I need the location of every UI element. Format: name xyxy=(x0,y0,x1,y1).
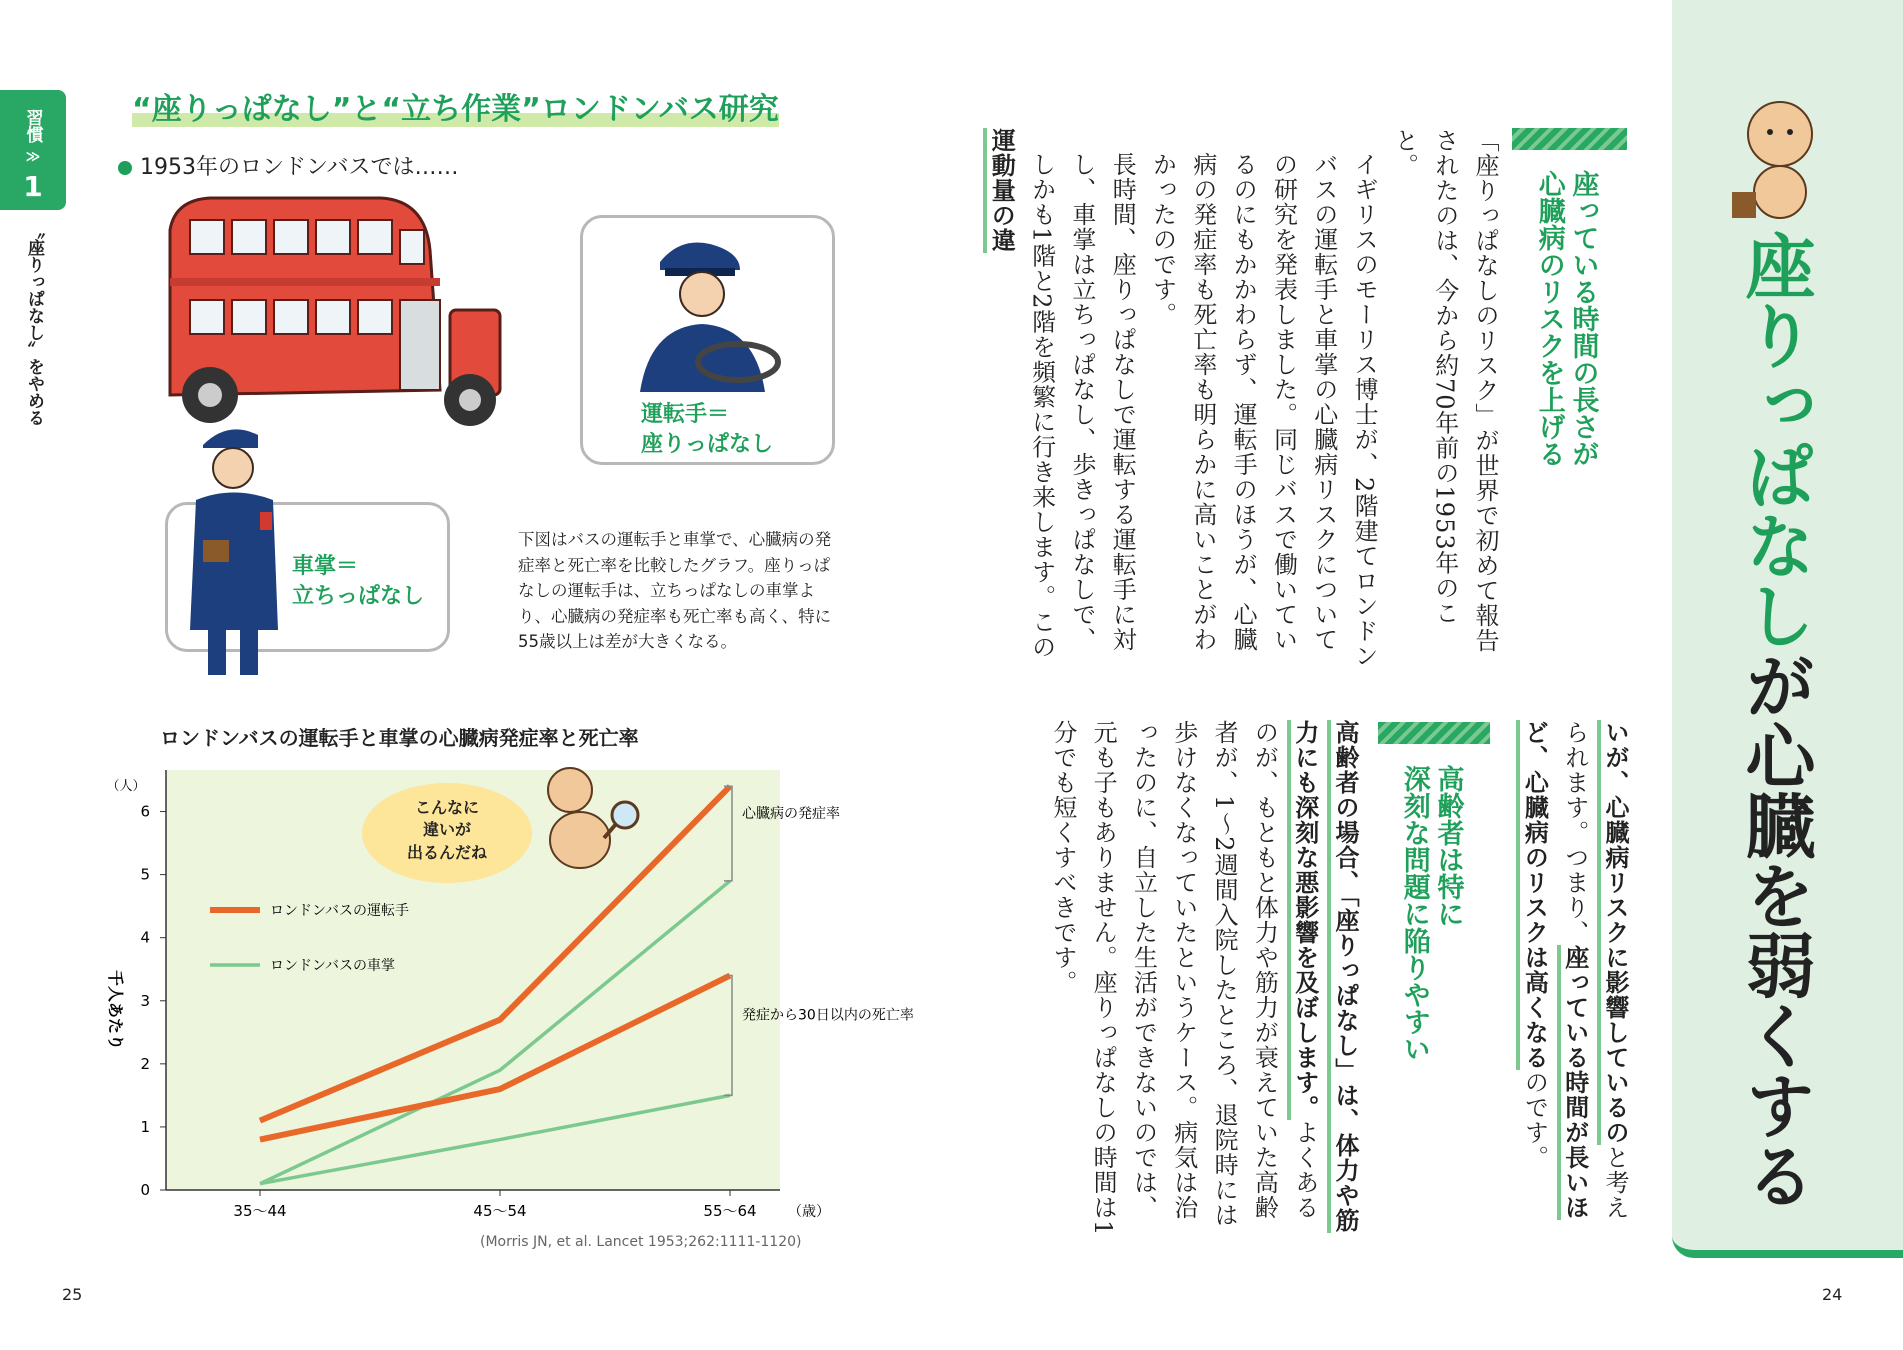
research-title xyxy=(132,84,779,128)
section2-body xyxy=(1048,720,1365,1240)
page-number-right: 24 xyxy=(1822,1285,1843,1304)
side-chapter-title: 〝座りっぱなし〟をやめる xyxy=(24,222,44,426)
y-tick-label: 2 xyxy=(140,1054,150,1073)
legend-label-conductor: ロンドンバスの車掌 xyxy=(270,958,396,974)
section1-para1: 「座りっぱなしのリスク」が世界で初めて報告されたのは、今から約70年前の1953年のこと。 xyxy=(1390,128,1499,653)
section1-heading-line1: 座っている時間の長さが xyxy=(1567,170,1599,467)
y-tick-label: 5 xyxy=(140,865,150,884)
conductor-illustration xyxy=(178,420,288,685)
driver-label-line2: 座りっぱなし xyxy=(641,431,774,457)
chart-caption: 下図はバスの運転手と車掌で、心臓病の発症率と死亡率を比較したグラフ。座りっぱなしの運転手は、立ちっぱなしの車掌より、心臓病の発症率も死亡率も高く、特に55歳以上は差が大きくなる。 xyxy=(518,530,832,652)
y-axis-label: 千人あたり xyxy=(106,969,125,1051)
section2-bold: 高齢者の場合、「座りっぱなし」は、体力や筋力にも深刻な悪影響を及ぼします。 xyxy=(1287,720,1359,1233)
x-unit-label: （歳） xyxy=(788,1204,830,1220)
research-title-text: “座りっぱなし”と“立ち作業”ロンドンバス研究 xyxy=(132,92,779,127)
dog-with-magnifier-icon xyxy=(530,760,650,880)
section1-heading xyxy=(1532,170,1600,500)
habit-label: 習慣 xyxy=(22,109,43,143)
section1-bar xyxy=(1512,128,1627,150)
speech-bubble xyxy=(362,783,532,883)
section1-continued-bold: いが、心臓病リスクに影響しているの xyxy=(1597,720,1629,1145)
section2-heading xyxy=(1397,765,1465,1085)
y-unit-label: （人） xyxy=(106,779,146,794)
dog-mascot-icon xyxy=(1728,92,1838,222)
y-tick-label: 4 xyxy=(140,928,150,947)
section1-continuation xyxy=(1505,720,1635,1240)
y-tick-label: 6 xyxy=(140,802,150,821)
section1-continued: と考えられます。つまり、 xyxy=(1560,720,1629,1220)
main-title-black: が心臓を弱くする xyxy=(1734,650,1816,1210)
habit-tab xyxy=(0,90,66,210)
group-label-incidence: 心臓病の発症率 xyxy=(742,805,840,822)
group-label-mortality: 発症から30日以内の死亡率 xyxy=(742,1007,914,1024)
section1-heading-line2: 心臓病のリスクを上げる xyxy=(1533,170,1565,467)
driver-illustration xyxy=(620,232,800,392)
sub-bullet-text: 1953年のロンドンバスでは…… xyxy=(140,155,459,180)
x-tick-label: 45～54 xyxy=(473,1202,527,1220)
speech-line3: 出るんだね xyxy=(406,842,487,862)
section1-end: のです。 xyxy=(1520,1070,1549,1170)
legend-label-driver: ロンドンバスの運転手 xyxy=(270,903,410,919)
habit-number: 1 xyxy=(23,170,43,203)
conductor-label xyxy=(292,552,424,611)
section2-heading-line1: 高齢者は特に xyxy=(1432,765,1464,927)
main-title-green: 座りっぱなし xyxy=(1734,230,1816,650)
section1-para2: イギリスのモーリス博士が、2階建てロンドンバスの運転手と車掌の心臓病リスクについての研究を発表しました。同じバスで働いているのにもかかわらず、運転手のほうが、心臓病の発症率も死亡率も明らかに高いことがわかったのです。 xyxy=(1148,152,1379,669)
speech-line2: 違いが xyxy=(422,820,471,840)
chart-source: (Morris JN, et al. Lancet 1953;262:1111-1120) xyxy=(480,1234,802,1250)
y-tick-label: 1 xyxy=(140,1117,150,1136)
x-tick-label: 35～44 xyxy=(233,1202,287,1220)
section2-heading-line2: 深刻な問題に陥りやすい xyxy=(1398,765,1430,1062)
conductor-label-line1: 車掌＝ xyxy=(292,554,359,579)
chevron-icon: ≫ xyxy=(25,149,41,165)
section1-para3: 長時間、座りっぱなしで運転する運転手に対し、車掌は立ちっぱなし、歩きっぱなしで、しかも1階と2階を頻繁に行き来します。この xyxy=(1027,152,1137,660)
section2-bar xyxy=(1378,722,1490,744)
section1-body xyxy=(987,128,1505,673)
page-number-left: 25 xyxy=(62,1285,83,1304)
y-tick-label: 0 xyxy=(140,1181,150,1199)
bullet-dot-icon xyxy=(118,161,132,175)
london-bus-illustration xyxy=(150,190,510,430)
x-tick-label: 55～64 xyxy=(703,1202,757,1220)
main-title xyxy=(1734,230,1816,1210)
sub-bullet xyxy=(118,150,458,181)
driver-label xyxy=(641,400,773,459)
speech-line1: こんなに xyxy=(414,798,479,817)
chart-title: ロンドンバスの運転手と車掌の心臓病発症率と死亡率 xyxy=(160,726,639,750)
conductor-label-line2: 立ちっぱなし xyxy=(292,583,425,609)
section1-bold-end: 座っている時間が長いほど、心臓病のリスクは高くなる xyxy=(1516,720,1588,1220)
driver-label-line1: 運転手＝ xyxy=(641,402,730,427)
y-tick-label: 3 xyxy=(140,991,150,1010)
section2-text: よくあるのが、もともと体力や筋力が衰えていた高齢者が、1～2週間入院したところ、退院時には歩けなくなっていたというケース。病気は治ったのに、自立した生活ができないのでは、元も子もありません。座りっぱなしの時間は1分でも短くすべきです。 xyxy=(1048,720,1319,1237)
section1-bold-tail: 運動量の違 xyxy=(983,128,1015,253)
